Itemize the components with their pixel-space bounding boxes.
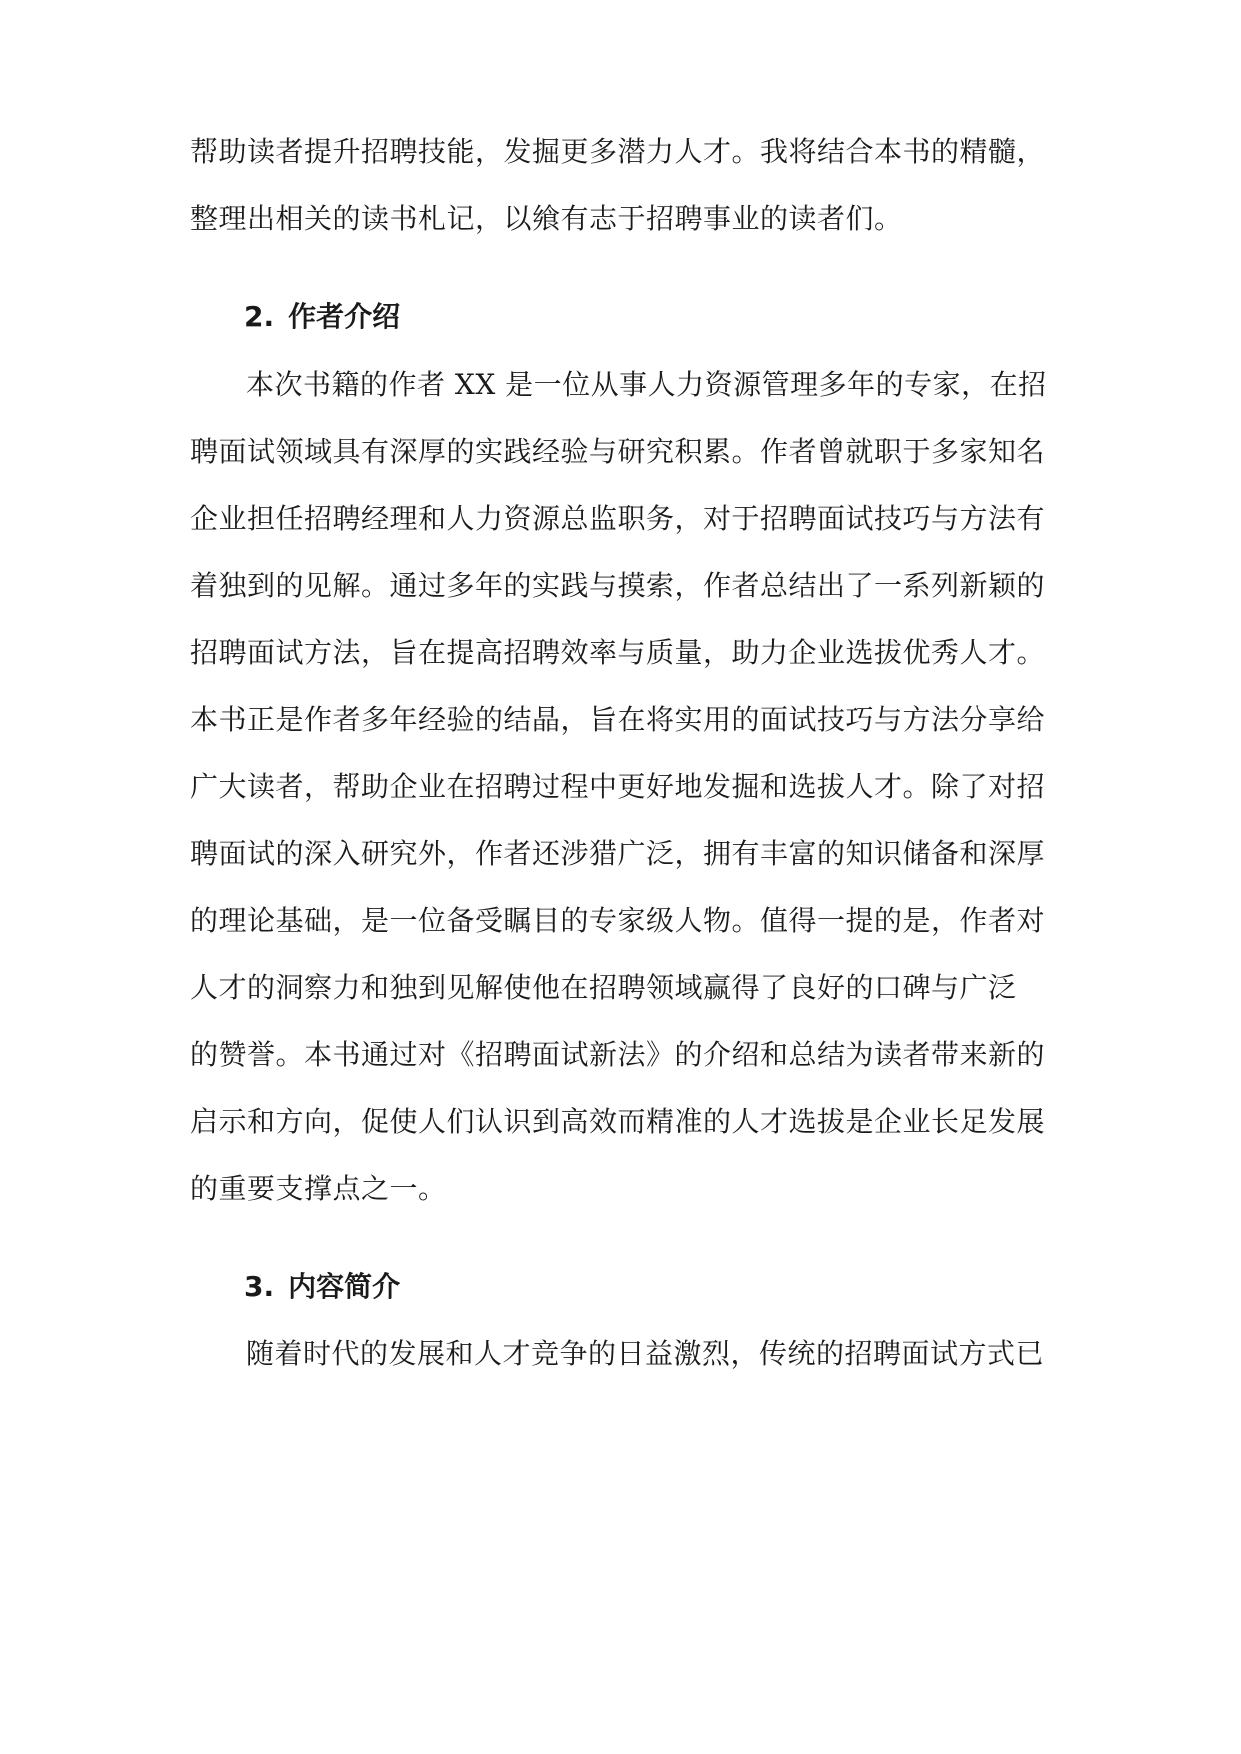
author-line-7: 广大读者，帮助企业在招聘过程中更好地发掘和选拔人才。除了对招 [190, 770, 1046, 803]
author-line-3: 企业担任招聘经理和人力资源总监职务，对于招聘面试技巧与方法有 [190, 502, 1046, 535]
section-title: 内容简介 [288, 1270, 401, 1303]
author-line-13: 的重要支撑点之一。 [190, 1172, 447, 1205]
author-line-5: 招聘面试方法，旨在提高招聘效率与质量，助力企业选拔优秀人才。 [190, 636, 1046, 669]
author-line-6: 本书正是作者多年经验的结晶，旨在将实用的面试技巧与方法分享给 [190, 703, 1046, 736]
author-line-10: 人才的洞察力和独到见解使他在招聘领域赢得了良好的口碑与广泛 [190, 971, 1017, 1004]
section-number: 2. [244, 300, 275, 333]
content-line-1: 随着时代的发展和人才竞争的日益激烈，传统的招聘面试方式已 [246, 1337, 1045, 1370]
section-title: 作者介绍 [288, 300, 401, 333]
section-heading-author [244, 297, 400, 337]
author-line-8: 聘面试的深入研究外，作者还涉猎广泛，拥有丰富的知识储备和深厚 [190, 837, 1046, 870]
author-line-12: 启示和方向，促使人们认识到高效而精准的人才选拔是企业长足发展 [190, 1105, 1046, 1138]
intro-line-1: 帮助读者提升招聘技能，发掘更多潜力人才。我将结合本书的精髓， [190, 135, 1046, 168]
author-line-9: 的理论基础，是一位备受瞩目的专家级人物。值得一提的是，作者对 [190, 904, 1046, 937]
intro-line-2: 整理出相关的读书札记，以飨有志于招聘事业的读者们。 [190, 202, 903, 235]
section-heading-content [244, 1267, 400, 1307]
author-line-2: 聘面试领域具有深厚的实践经验与研究积累。作者曾就职于多家知名 [190, 435, 1046, 468]
author-line-1: 本次书籍的作者 XX 是一位从事人力资源管理多年的专家，在招 [246, 368, 1047, 401]
section-number: 3. [244, 1270, 275, 1303]
author-line-4: 着独到的见解。通过多年的实践与摸索，作者总结出了一系列新颖的 [190, 569, 1046, 602]
author-line-11: 的赞誉。本书通过对《招聘面试新法》的介绍和总结为读者带来新的 [190, 1038, 1046, 1071]
